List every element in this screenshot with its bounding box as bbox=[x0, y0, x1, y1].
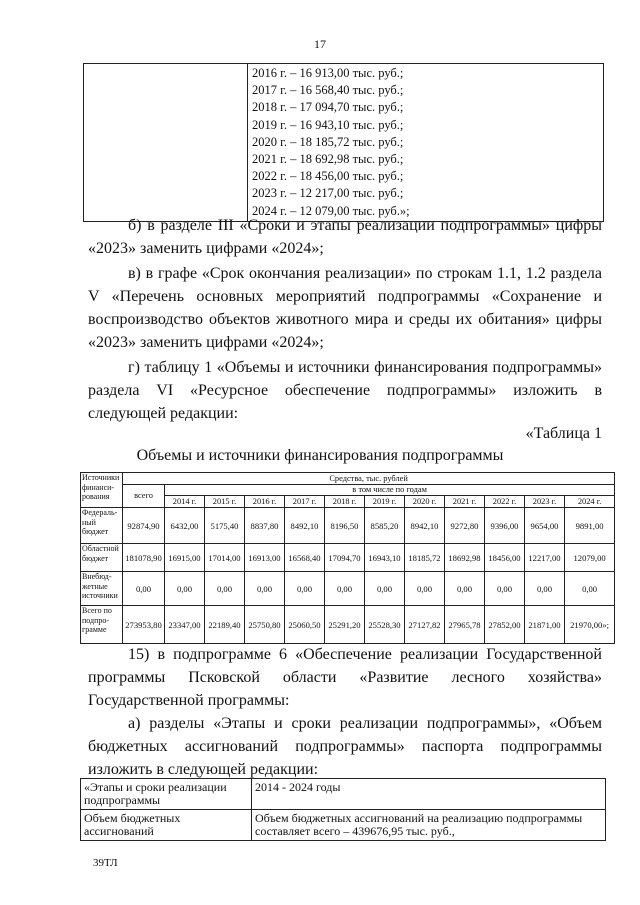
budget-value: Объем бюджетных ассигнований на реализацию подпрограммы составляет всего – 439676,95 тыс. руб., bbox=[252, 810, 606, 841]
row-year-value: 5175,40 bbox=[205, 508, 245, 544]
row-year-value: 16943,10 bbox=[365, 544, 405, 572]
page-number: 17 bbox=[314, 37, 326, 51]
row-year-value: 0,00 bbox=[565, 572, 615, 606]
year-header: 2017 г. bbox=[285, 496, 325, 508]
row-year-value: 18456,00 bbox=[485, 544, 525, 572]
row-total: 181078,90 bbox=[123, 544, 165, 572]
row-total: 0,00 bbox=[123, 572, 165, 606]
row-year-value: 25750,80 bbox=[245, 606, 285, 644]
row-year-value: 16568,40 bbox=[285, 544, 325, 572]
row-year-value: 25528,30 bbox=[365, 606, 405, 644]
paragraph-b: б) в разделе III «Сроки и этапы реализации подпрограммы» цифры «2023» заменить цифрами «2024»; bbox=[88, 217, 602, 257]
budget-row bbox=[81, 606, 615, 644]
budget-table bbox=[80, 472, 615, 644]
row-year-value: 8492,10 bbox=[285, 508, 325, 544]
row-year-value: 12079,00 bbox=[565, 544, 615, 572]
row-year-value: 12217,00 bbox=[525, 544, 565, 572]
top-funding-table bbox=[83, 63, 604, 222]
row-year-value: 17014,00 bbox=[205, 544, 245, 572]
paragraph-g: г) таблицу 1 «Объемы и источники финансирования подпрограммы» раздела VI «Ресурсное обеспечение подпрограммы» изложить в следующей редакции: bbox=[88, 359, 602, 422]
year-line: 2022 г. – 18 456,00 тыс. руб.; bbox=[252, 169, 404, 184]
row-year-value: 8837,80 bbox=[245, 508, 285, 544]
row-year-value: 21970,00»; bbox=[565, 606, 615, 644]
row-source: Областной бюджет bbox=[81, 544, 123, 572]
row-year-value: 0,00 bbox=[525, 572, 565, 606]
year-header: 2020 г. bbox=[405, 496, 445, 508]
top-table-empty-cell bbox=[84, 64, 248, 222]
row-total: 92874,90 bbox=[123, 508, 165, 544]
row-year-value: 17094,70 bbox=[325, 544, 365, 572]
row-year-value: 9272,80 bbox=[445, 508, 485, 544]
row-year-value: 0,00 bbox=[165, 572, 205, 606]
paragraph-v: в) в графе «Срок окончания реализации» по строкам 1.1, 1.2 раздела V «Перечень основных мероприятий подпрограммы «Сохранение и воспроизводство объектов животного мира и среды их обитания» цифры «2023» заменить цифрами «2024»; bbox=[88, 265, 602, 351]
row-year-value: 25060,50 bbox=[285, 606, 325, 644]
budget-row bbox=[81, 544, 615, 572]
year-header: 2022 г. bbox=[485, 496, 525, 508]
row-total: 273953,80 bbox=[123, 606, 165, 644]
row-year-value: 8585,20 bbox=[365, 508, 405, 544]
row-year-value: 21871,00 bbox=[525, 606, 565, 644]
row-source: Федераль-ный бюджет bbox=[81, 508, 123, 544]
year-line: 2018 г. – 17 094,70 тыс. руб.; bbox=[252, 100, 404, 115]
row-year-value: 18692,98 bbox=[445, 544, 485, 572]
stages-value: 2014 - 2024 годы bbox=[252, 779, 606, 810]
year-line: 2023 г. – 12 217,00 тыс. руб.; bbox=[252, 186, 404, 201]
year-line: 2017 г. – 16 568,40 тыс. руб.; bbox=[252, 83, 404, 98]
paragraph-15: 15) в подпрограмме 6 «Обеспечение реализации Государственной программы Псковской области «Развитие лесного хозяйства» Государственной программы: bbox=[88, 646, 602, 709]
passport-table bbox=[80, 778, 606, 841]
row-year-value: 0,00 bbox=[405, 572, 445, 606]
row-year-value: 6432,00 bbox=[165, 508, 205, 544]
row-year-value: 25291,20 bbox=[325, 606, 365, 644]
row-year-value: 27852,00 bbox=[485, 606, 525, 644]
row-year-value: 27127,82 bbox=[405, 606, 445, 644]
row-year-value: 9654,00 bbox=[525, 508, 565, 544]
table-title: Объемы и источники финансирования подпрограммы bbox=[136, 447, 504, 464]
year-header: 2018 г. bbox=[325, 496, 365, 508]
row-year-value: 27965,78 bbox=[445, 606, 485, 644]
year-line: 2024 г. – 12 079,00 тыс. руб.»; bbox=[252, 203, 410, 218]
row-year-value: 0,00 bbox=[325, 572, 365, 606]
year-header: 2023 г. bbox=[525, 496, 565, 508]
header-including: в том числе по годам bbox=[165, 485, 615, 496]
row-year-value: 0,00 bbox=[365, 572, 405, 606]
row-source: Внебюд-жетные источники bbox=[81, 572, 123, 606]
header-funds: Средства, тыс. рублей bbox=[123, 473, 615, 485]
row-year-value: 9396,00 bbox=[485, 508, 525, 544]
paragraph-a: а) разделы «Этапы и сроки реализации подпрограммы», «Объем бюджетных ассигнований подпрограммы» паспорта подпрограммы изложить в следующей редакции: bbox=[88, 715, 602, 778]
year-line: 2016 г. – 16 913,00 тыс. руб.; bbox=[252, 66, 404, 80]
row-year-value: 18185,72 bbox=[405, 544, 445, 572]
year-line: 2021 г. – 18 692,98 тыс. руб.; bbox=[252, 152, 404, 167]
row-year-value: 22189,40 bbox=[205, 606, 245, 644]
row-year-value: 8196,50 bbox=[325, 508, 365, 544]
budget-row bbox=[81, 508, 615, 544]
row-year-value: 0,00 bbox=[445, 572, 485, 606]
year-header: 2015 г. bbox=[205, 496, 245, 508]
year-header: 2021 г. bbox=[445, 496, 485, 508]
row-year-value: 16913,00 bbox=[245, 544, 285, 572]
year-header: 2014 г. bbox=[165, 496, 205, 508]
row-year-value: 8942,10 bbox=[405, 508, 445, 544]
row-source: Всего по подпро-грамме bbox=[81, 606, 123, 644]
top-table-years-cell bbox=[248, 64, 604, 222]
header-source: Источники финанси-рования bbox=[81, 473, 123, 508]
table-caption: «Таблица 1 bbox=[525, 425, 602, 442]
row-year-value: 0,00 bbox=[205, 572, 245, 606]
row-year-value: 0,00 bbox=[245, 572, 285, 606]
header-total: всего bbox=[123, 485, 165, 508]
row-year-value: 0,00 bbox=[285, 572, 325, 606]
year-header: 2024 г. bbox=[565, 496, 615, 508]
stages-label: «Этапы и сроки реализации подпрограммы bbox=[81, 779, 252, 810]
row-year-value: 9891,00 bbox=[565, 508, 615, 544]
row-year-value: 23347,00 bbox=[165, 606, 205, 644]
year-line: 2019 г. – 16 943,10 тыс. руб.; bbox=[252, 117, 404, 132]
year-line: 2020 г. – 18 185,72 тыс. руб.; bbox=[252, 134, 404, 149]
row-year-value: 0,00 bbox=[485, 572, 525, 606]
budget-label: Объем бюджетных ассигнований bbox=[81, 810, 252, 841]
year-header: 2016 г. bbox=[245, 496, 285, 508]
footer-code: 39ТЛ bbox=[93, 857, 118, 869]
year-header: 2019 г. bbox=[365, 496, 405, 508]
row-year-value: 16915,00 bbox=[165, 544, 205, 572]
budget-row bbox=[81, 572, 615, 606]
